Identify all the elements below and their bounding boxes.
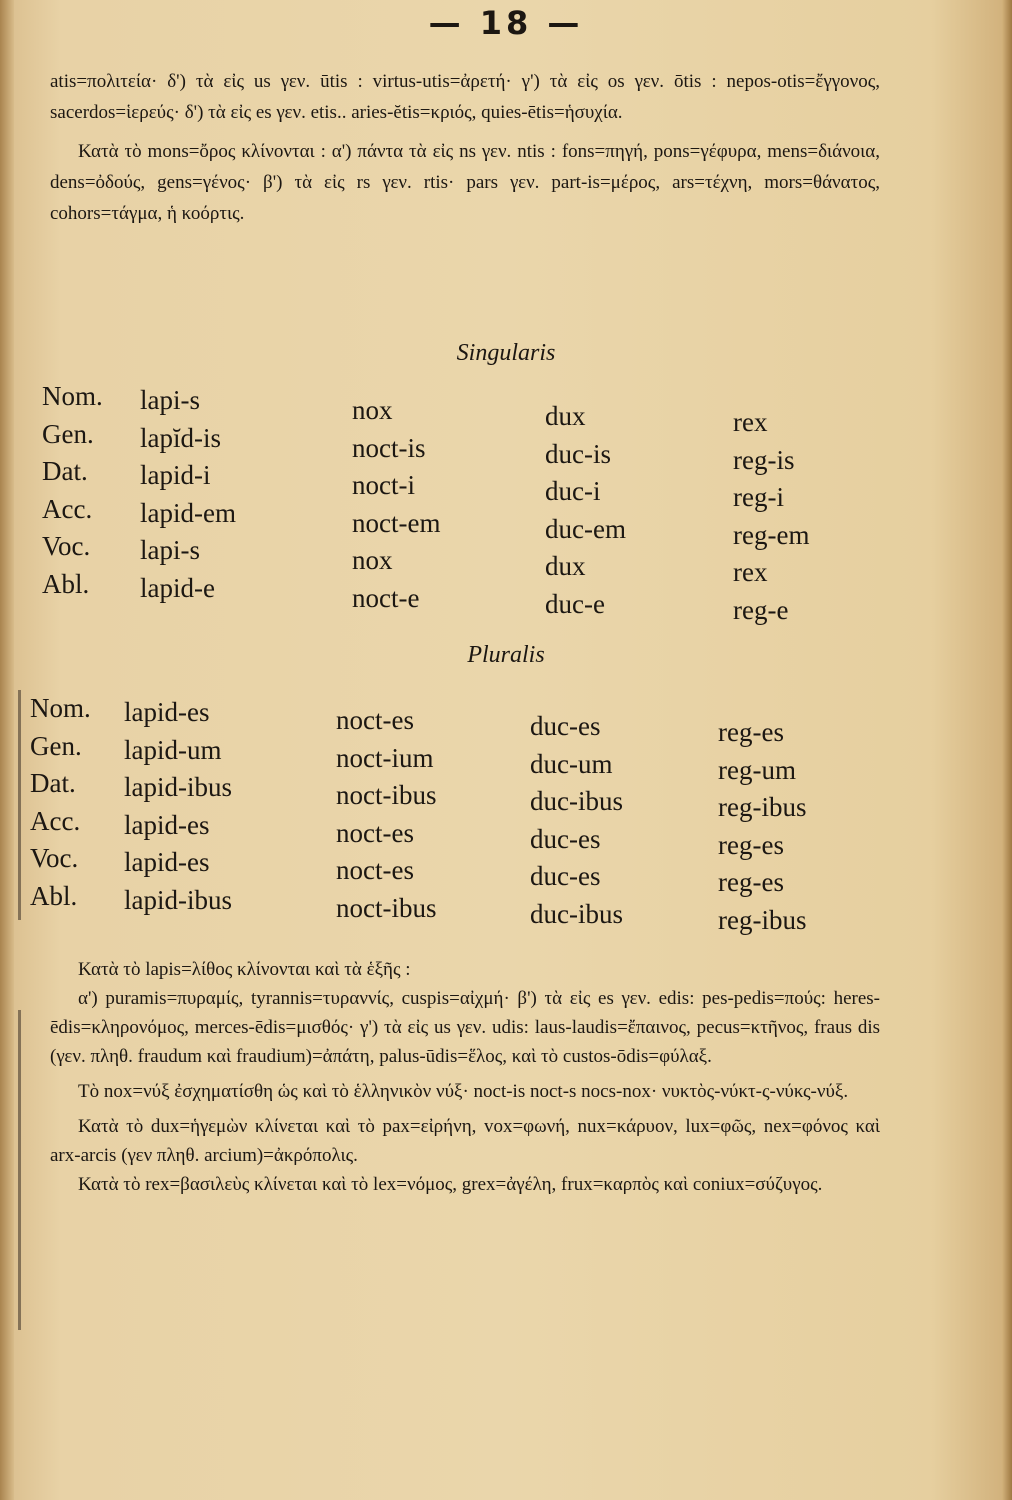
page-left-edge <box>0 0 14 1500</box>
declension-form: lapid-em <box>140 497 236 528</box>
page-number: — 18 — <box>428 4 584 42</box>
note-paragraph: Κατὰ τὸ lapis=λίθος κλίνονται καὶ τὰ ἑξῆς : <box>78 959 411 980</box>
declension-form: rex <box>733 557 768 588</box>
declension-form: lapid-ibus <box>124 772 232 803</box>
intro-text <box>50 66 880 229</box>
singular-nox-column <box>352 392 440 618</box>
declension-form: reg-um <box>718 754 796 785</box>
declension-form: lapid-es <box>124 697 210 727</box>
case-label: Nom. <box>42 381 103 411</box>
singular-lapis-column <box>140 382 236 608</box>
declension-form: dux <box>545 401 586 431</box>
declension-form: duc-ibus <box>530 898 623 929</box>
case-label: Abl. <box>30 880 78 911</box>
declension-form: duc-es <box>530 861 601 892</box>
declension-form: lapi-s <box>140 535 200 566</box>
declension-form: lapĭd-is <box>140 422 221 453</box>
declension-form: rex <box>733 407 768 437</box>
note-paragraph: Κατὰ τὸ dux=ἡγεμὼν κλίνεται καὶ τὸ pax=εἰρήνη, vox=φωνή, nux=κάρυον, lux=φῶς, nex=φόνος καὶ arx-arcis (γεν πληθ. arcium)=ἀκρόπολις. <box>50 1116 880 1166</box>
case-label: Gen. <box>42 418 94 449</box>
declension-form: noct-es <box>336 855 414 886</box>
declension-form: noct-is <box>352 432 426 463</box>
intro-paragraph: Κατὰ τὸ mons=ὄρος κλίνονται : α') πάντα τὰ εἰς ns γεν. ntis : fons=πηγή, pons=γέφυρα, mens=διάνοια, dens=ὀδούς, gens=γένος· β') τὰ εἰς rs γεν. rtis· pars γεν. part-is=μέρος, ars=τέχνη, mors=θάνατος, cohors=τάγμα, ἡ κοόρτις. <box>50 141 880 224</box>
declension-form: reg-em <box>733 519 810 550</box>
declension-form: dux <box>545 551 586 582</box>
note-paragraph: Τὸ nox=νύξ ἐσχηματίσθη ὡς καὶ τὸ ἑλληνικὸν νύξ· noct-is noct-s nocs-nox· νυκτὸς-νύκτ-ς-νύκς-νύξ. <box>78 1081 849 1102</box>
plural-case-column <box>30 690 91 916</box>
page-right-edge <box>1002 0 1012 1500</box>
declension-form: duc-es <box>530 711 601 741</box>
case-label: Dat. <box>42 456 88 487</box>
declension-form: duc-ibus <box>530 786 623 817</box>
declension-form: noct-i <box>352 470 415 501</box>
declension-form: noct-e <box>352 582 420 613</box>
intro-paragraph: atis=πολιτεία· δ') τὰ εἰς us γεν. ūtis : virtus-utis=ἀρετή· γ') τὰ εἰς os γεν. ōtis : nepos-otis=ἔγγονος, sacerdos=ἱερεύς· δ') τὰ εἰς es γεν. etis.. aries-ĕtis=κριός, quies-ētis=ἡσυχία. <box>50 71 880 123</box>
declension-form: lapid-es <box>124 847 210 878</box>
margin-line <box>18 1010 21 1330</box>
declension-form: lapid-e <box>140 572 215 603</box>
declension-form: reg-i <box>733 482 784 513</box>
singular-dux-column <box>545 398 626 624</box>
plural-rex-column <box>718 714 806 940</box>
declension-form: lapid-um <box>124 734 222 765</box>
note-paragraph: α') puramis=πυραμίς, tyrannis=τυραννίς, cuspis=αἰχμή· β') τὰ εἰς es γεν. edis: pes-pedis=πούς: heres-ēdis=κληρονόμος, merces-ēdis=μισθός· γ') τὰ εἰς us γεν. udis: laus-laudis=ἔπαινος, pecus=κτῆνος, fraus dis (γεν. πληθ. fraudum καὶ fraudium)=ἀπάτη, palus-ūdis=ἕλος, καὶ τὸ custos-ōdis=φύλαξ. <box>50 988 880 1067</box>
declension-form: duc-em <box>545 513 626 544</box>
declension-form: lapid-es <box>124 809 210 840</box>
declension-form: duc-um <box>530 748 613 779</box>
declension-form: noct-es <box>336 817 414 848</box>
margin-line <box>18 690 21 920</box>
declension-form: reg-es <box>718 867 784 898</box>
pluralis-heading: Pluralis <box>467 642 545 668</box>
declension-form: duc-is <box>545 438 611 469</box>
case-label: Voc. <box>42 531 91 562</box>
note-paragraph: Κατὰ τὸ rex=βασιλεὺς κλίνεται καὶ τὸ lex=νόμος, grex=ἀγέλη, frux=καρπὸς καὶ coniux=σύζυγος. <box>78 1174 823 1195</box>
declension-form: reg-is <box>733 444 795 475</box>
declension-form: lapid-ibus <box>124 884 232 915</box>
declension-form: duc-i <box>545 476 601 507</box>
declension-form: lapid-i <box>140 460 211 491</box>
declension-form: noct-ium <box>336 742 434 773</box>
plural-nox-column <box>336 702 437 928</box>
declension-form: reg-e <box>733 594 789 625</box>
declension-form: noct-es <box>336 705 414 735</box>
declension-form: nox <box>352 545 393 576</box>
declension-form: reg-es <box>718 717 784 747</box>
case-label: Abl. <box>42 568 90 599</box>
plural-lapis-column <box>124 694 232 920</box>
declension-form: noct-ibus <box>336 892 437 923</box>
singular-rex-column <box>733 404 809 630</box>
declension-form: duc-e <box>545 588 605 619</box>
declension-form: duc-es <box>530 823 601 854</box>
declension-form: lapi-s <box>140 385 200 415</box>
declension-form: reg-es <box>718 829 784 860</box>
declension-form: reg-ibus <box>718 792 807 823</box>
declension-form: noct-em <box>352 507 441 538</box>
case-label: Nom. <box>30 693 91 723</box>
singularis-heading: Singularis <box>456 340 556 366</box>
declension-form: reg-ibus <box>718 904 807 935</box>
case-label: Voc. <box>30 843 79 874</box>
case-label: Acc. <box>30 805 81 836</box>
singular-case-column <box>42 378 103 604</box>
case-label: Acc. <box>42 493 93 524</box>
declension-form: noct-ibus <box>336 780 437 811</box>
plural-dux-column <box>530 708 623 934</box>
case-label: Dat. <box>30 768 76 799</box>
notes-section <box>50 955 880 1199</box>
declension-form: nox <box>352 395 393 425</box>
case-label: Gen. <box>30 730 82 761</box>
